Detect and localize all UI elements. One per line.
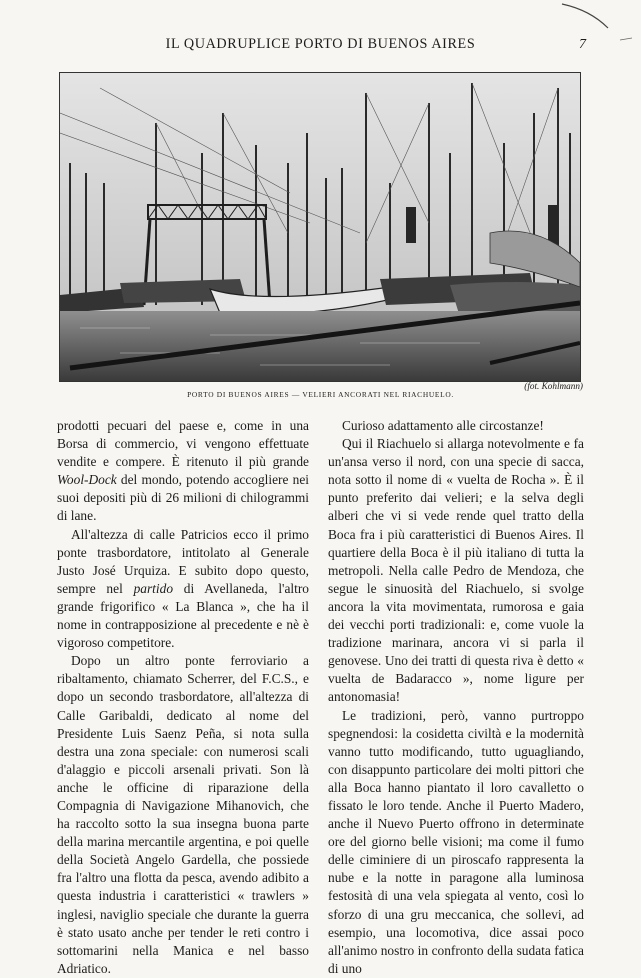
right-paragraph-3: Le tradizioni, però, vanno purtroppo spegnendosi: la cosidetta civiltà e la modernità vanno tutto modificando, tutto uguagliando, con disappunto particolare dei molti pittori che alla Boca hanno piantato il loro cavalletto o fissato le loro tende. Anche il Puerto Madero, anche il Nuevo Puerto offrono in determinate ore del giorno belle visioni; ma come il fumo delle ciminiere di un piroscafo rappresenta la nube e la notte in paragone alla luminosa festosità di una vela spiegata al vento, così lo sforzo di una gru meccanica, che sollevi, ad esempio, una locomotiva, dice assai poco all'animo nostro in confronto della sudata fatica di uno — [328, 707, 584, 976]
figure-caption: PORTO DI BUENOS AIRES — VELIERI ANCORATI NEL RIACHUELO. — [187, 390, 454, 399]
harbor-photograph — [59, 72, 581, 382]
right-paragraph-2: Qui il Riachuelo si allarga notevolmente e fa un'ansa verso il nord, con una specie di sacca, nota sotto il nome di « vuelta de Rocha ». È il punto preferito dai velieri; e la selva degli alberi che vi si vede rende quel tratto della Boca fra i più caratteristici di Buenos Aires. Il quartiere della Boca è il più italiano di tutta la metropoli. Nella calle Pedro de Mendoza, che segue le sinuosità del Riachuelo, si svolge ancora la vita movimentata, rumorosa e gaia dei vecchi porti tradizionali: e, come vuole la tradizione marinara, ancora vi si parla il genovese. Uno dei tratti di questa riva è detto « vuelta de Badaracco », nome ligure per antonomasia! — [328, 436, 584, 705]
right-column — [328, 417, 584, 978]
left-paragraph-1 — [57, 417, 309, 526]
left-paragraph-1-text: prodotti pecuari del paese e, come in una Borsa di commercio, vi vengono effettuate vendite e compere. È ritenuto il più grande — [57, 418, 309, 470]
partido-term: partido — [133, 580, 174, 596]
left-paragraph-2 — [57, 526, 309, 653]
left-paragraph-2-b: di Avellaneda, l'altro grande frigorifico « La Blanca », che ha il nome in contrapposizione al precedente e nè è vigoroso competitore. — [57, 580, 310, 651]
wool-dock-term: Wool-Dock — [57, 472, 117, 488]
running-title: IL QUADRUPLICE PORTO DI BUENOS AIRES — [165, 36, 476, 52]
left-column — [57, 417, 309, 978]
left-paragraph-3: Dopo un altro ponte ferroviario a ribaltamento, chiamato Scherrer, del F.C.S., e dopo un secondo trasbordatore, all'altezza di Calle Garibaldi, dedicato al nome del Presidente Luis Saenz Peña, si nota sulla destra una zona speciale: con numerosi scali d'alaggio e piccoli arsenali privati. Son là anche le officine di riparazione della Compagnia di Navigazione Mihanovich, che ha raccolto sotto la sua insegna buona parte della marina mercantile argentina, e poi quelle della Società Angelo Gardella, che possiede fra l'altro una flotta da pesca, avendo adibito a questa industria i caratteristici « trawlers » inglesi, naviglio speciale che durante la guerra è stato usato anche per tender le reti contro i sottomarini nella Manica e nel basso Adriatico. — [57, 653, 309, 976]
page-number: 7 — [579, 37, 586, 52]
left-paragraph-1-tail: del mondo, potendo accogliere nei suoi depositi più di 26 milioni di chilogrammi di lane. — [57, 472, 309, 524]
right-paragraph-1: Curioso adattamento alle circostanze! — [342, 418, 544, 433]
left-paragraph-2-a: All'altezza di calle Patricios ecco il primo ponte trasbordatore, intitolato al Generale Justo José Urquiza. E subito dopo questo, sempre nel — [57, 526, 309, 596]
photo-credit: (fot. Kohlmann) — [524, 381, 583, 391]
